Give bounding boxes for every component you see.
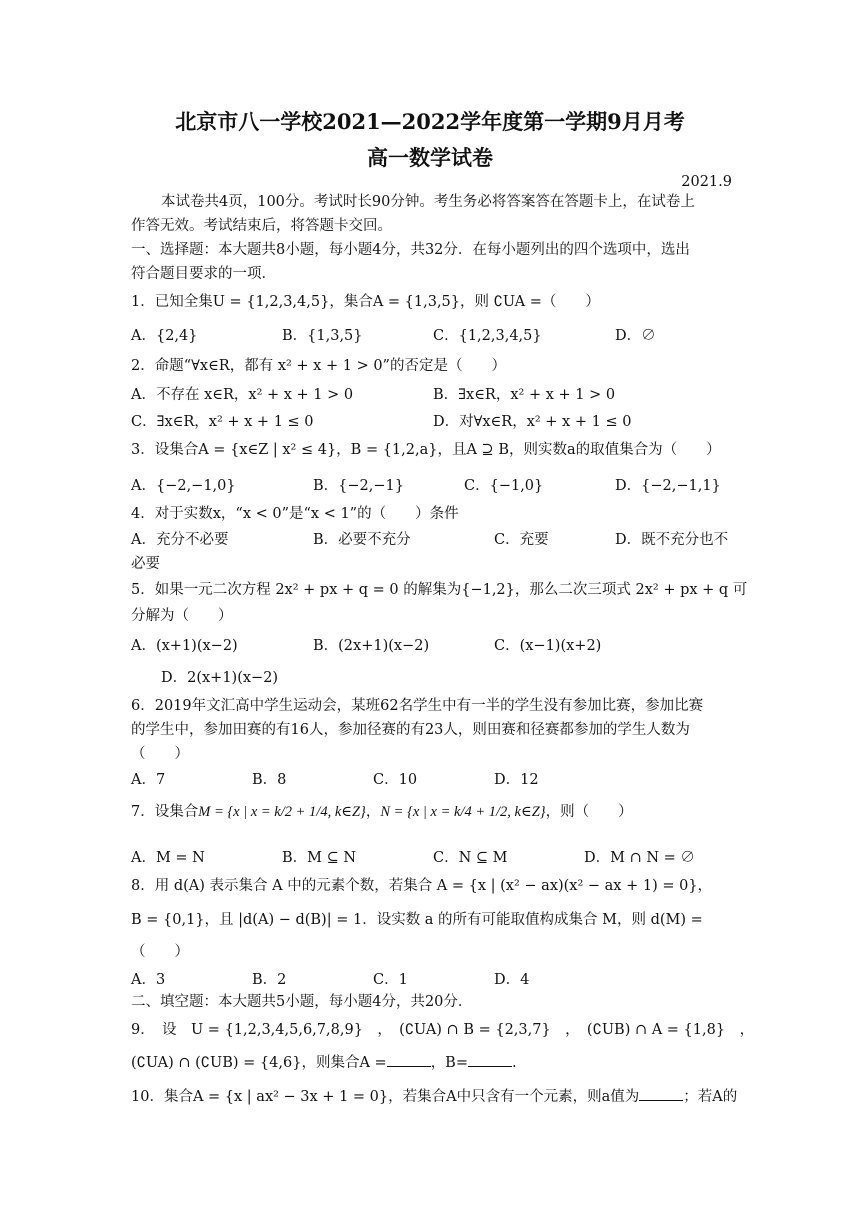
q3-option-a: A．{−2,−1,0} (131, 478, 236, 494)
q2-option-a: A．不存在 x∈R，x² + x + 1 > 0 (131, 387, 354, 403)
q2-option-d: D．对∀x∈R，x² + x + 1 ≤ 0 (433, 414, 632, 430)
intro-line-2: 作答无效。考试结束后，将答题卡交回。 (131, 218, 392, 234)
q4-option-d: D．既不充分也不 (615, 532, 729, 548)
q6-option-b: B．8 (252, 772, 287, 788)
q6-option-c: C．10 (373, 772, 418, 788)
q8-option-b: B．2 (252, 972, 287, 988)
q10-blank-a[interactable] (639, 1086, 683, 1101)
q8-line-3: （ ） (131, 944, 189, 960)
q8-option-d: D．4 (494, 972, 530, 988)
q6-option-a: A．7 (131, 772, 166, 788)
intro-line-1: 本试卷共4页，100分。考试时长90分钟。考生务必将答案答在答题卡上，在试卷上 (161, 194, 695, 210)
q2-option-c: C．∃x∈R，x² + x + 1 ≤ 0 (131, 414, 314, 430)
q8-line-2: B = {0,1}，且 |d(A) − d(B)| = 1．设实数 a 的所有可能取值构成集合 M，则 d(M) = (131, 912, 703, 928)
q4-stem: 4．对于实数x，“x < 0”是“x < 1”的（ ）条件 (131, 506, 459, 522)
q2-option-b: B．∃x∈R，x² + x + 1 > 0 (433, 387, 616, 403)
q10-text-a: 10．集合A = {x | ax² − 3x + 1 = 0}，若集合A中只含有一个元素，则a值为 (131, 1089, 640, 1105)
q1-option-c: C．{1,2,3,4,5} (433, 328, 542, 344)
q9-line-2 (131, 1052, 731, 1073)
q5-option-b: B．(2x+1)(x−2) (313, 638, 430, 654)
q5-stem-line-2: 分解为（ ） (131, 608, 233, 624)
section1-line-2: 符合题目要求的一项． (131, 266, 276, 282)
q9-line-1: 9． 设 U = {1,2,3,4,5,6,7,8,9} ， (∁UA) ∩ B = {2,3,7} ， (∁UB) ∩ A = {1,8} ， (131, 1022, 755, 1038)
q7-set-n: N = {x | x = k/4 + 1/2, k∈Z} (380, 804, 546, 820)
q6-line-2: 的学生中，参加田赛的有16人，参加径赛的有23人，则田赛和径赛都参加的学生人数为 (131, 722, 690, 738)
q3-option-d: D．{−2,−1,1} (615, 478, 721, 494)
q9-text-b: ，B= (430, 1055, 468, 1071)
section2-heading: 二、填空题：本大题共5小题，每小题4分，共20分． (131, 994, 473, 1010)
q6-option-d: D．12 (494, 772, 539, 788)
q6-line-3: （ ） (131, 746, 189, 762)
q1-option-a: A．{2,4} (131, 328, 198, 344)
q9-blank-b[interactable] (468, 1052, 512, 1067)
q5-option-d: D．2(x+1)(x−2) (161, 670, 279, 686)
q9-blank-a[interactable] (387, 1052, 431, 1067)
q8-option-c: C．1 (373, 972, 408, 988)
q1-stem: 1．已知全集U = {1,2,3,4,5}，集合A = {1,3,5}，则 ∁UA =（ ） (131, 294, 600, 310)
q3-option-c: C．{−1,0} (464, 478, 544, 494)
q7-stem: 7．设集合M = {x | x = k/2 + 1/4, k∈Z}，N = {x | x = k/4 + 1/2, k∈Z}，则（ ） (131, 804, 633, 820)
q7-option-c: C．N ⊆ M (433, 850, 508, 866)
q7-lead: 7．设集合 (131, 804, 199, 820)
q8-line-1: 8．用 d(A) 表示集合 A 中的元素个数，若集合 A = {x | (x² − ax)(x² − ax + 1) = 0}， (131, 878, 713, 894)
q7-option-d: D．M ∩ N = ∅ (584, 850, 695, 866)
q4-option-b: B．必要不充分 (313, 532, 411, 548)
q5-option-c: C．(x−1)(x+2) (494, 638, 602, 654)
q4-option-c: C．充要 (494, 532, 549, 548)
section1-line-1: 一、选择题：本大题共8小题，每小题4分，共32分．在每小题列出的四个选项中，选出 (131, 242, 690, 258)
q10-line-1 (131, 1086, 738, 1107)
q4-option-d-continued: 必要 (131, 556, 160, 572)
q2-stem: 2．命题“∀x∈R，都有 x² + x + 1 > 0”的否定是（ ） (131, 358, 506, 374)
q5-stem-line-1: 5．如果一元二次方程 2x² + px + q = 0 的解集为{−1,2}，那么二次三项式 2x² + px + q 可 (131, 582, 748, 598)
q10-text-b: ；若A的 (683, 1089, 738, 1105)
exam-title: 北京市八一学校2021—2022学年度第一学期9月月考 (175, 109, 685, 134)
q4-option-a: A．充分不必要 (131, 532, 229, 548)
q7-option-b: B．M ⊆ N (282, 850, 357, 866)
q3-option-b: B．{−2,−1} (313, 478, 404, 494)
q1-option-d: D．∅ (615, 328, 656, 344)
q7-tail: ，则（ ） (545, 804, 633, 820)
exam-date: 2021.9 (681, 174, 732, 190)
q8-option-a: A．3 (131, 972, 166, 988)
q7-set-m: M = {x | x = k/2 + 1/4, k∈Z} (198, 804, 366, 820)
q3-stem: 3．设集合A = {x∈Z | x² ≤ 4}，B = {1,2,a}，且A ⊇ B，则实数a的取值集合为（ ） (131, 442, 721, 458)
q9-text-c: . (512, 1055, 517, 1071)
exam-subtitle: 高一数学试卷 (367, 145, 493, 170)
q9-text-a: (∁UA) ∩ (∁UB) = {4,6}，则集合A = (131, 1055, 387, 1071)
q5-option-a: A．(x+1)(x−2) (131, 638, 238, 654)
q7-option-a: A．M = N (131, 850, 205, 866)
q1-option-b: B．{1,3,5} (282, 328, 363, 344)
q6-line-1: 6．2019年文汇高中学生运动会，某班62名学生中有一半的学生没有参加比赛，参加比赛 (131, 698, 704, 714)
